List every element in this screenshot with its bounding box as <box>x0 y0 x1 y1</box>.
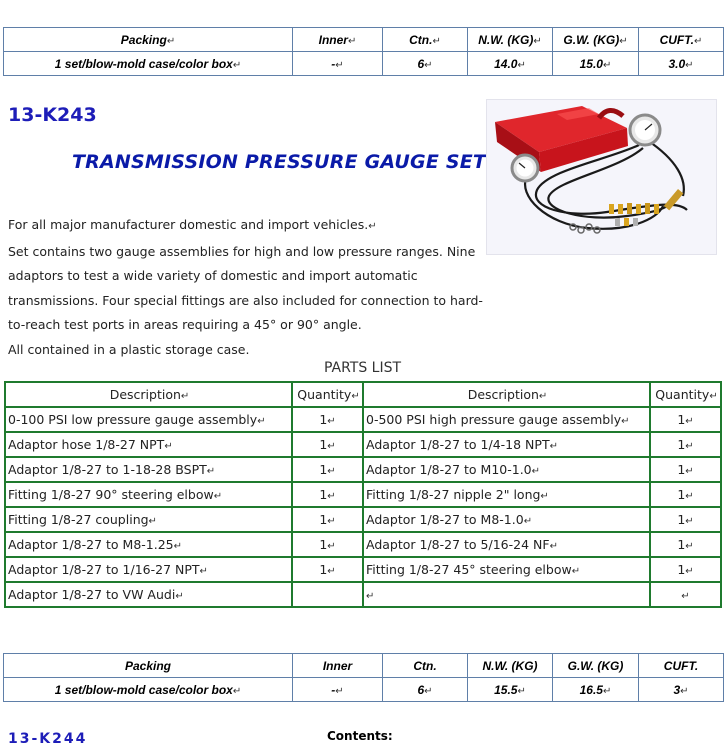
packing-value-gw: 15.0↵ <box>553 52 639 76</box>
packing-header-cuft: CUFT. <box>639 654 724 678</box>
gauge-set-illustration <box>487 100 716 254</box>
packing-value-gw: 16.5↵ <box>553 678 639 702</box>
parts-header-description: Description↵ <box>5 382 292 407</box>
parts-row <box>5 557 721 582</box>
packing-table-bottom <box>3 653 724 702</box>
parts-quantity-cell <box>292 582 363 607</box>
packing-value-nw: 15.5↵ <box>468 678 553 702</box>
packing-header-gw: G.W. (KG) <box>553 654 639 678</box>
parts-row <box>5 457 721 482</box>
description-line: adaptors to test a wide variety of domestic and import automatic <box>8 268 418 283</box>
parts-header-quantity: Quantity↵ <box>650 382 721 407</box>
description-line: to-reach test ports in areas requiring a 45° or 90° angle. <box>8 317 362 332</box>
parts-quantity-cell: 1↵ <box>650 432 721 457</box>
parts-description-cell: Adaptor hose 1/8-27 NPT↵ <box>5 432 292 457</box>
parts-row <box>5 482 721 507</box>
parts-description-cell: Adaptor 1/8-27 to M10-1.0↵ <box>363 457 650 482</box>
packing-header-packing: Packing <box>4 654 293 678</box>
parts-description-cell: Adaptor 1/8-27 to 1/16-27 NPT↵ <box>5 557 292 582</box>
packing-header-ctn: Ctn. <box>383 654 468 678</box>
parts-row <box>5 407 721 432</box>
description-line: All contained in a plastic storage case. <box>8 341 250 357</box>
next-model-number-partial: 13-K244 <box>8 731 88 747</box>
packing-table-top-value-row <box>4 52 724 76</box>
packing-table-top <box>3 27 724 76</box>
packing-header-nw: N.W. (KG) <box>468 654 553 678</box>
packing-header-packing: Packing↵ <box>4 28 293 52</box>
packing-table-bottom-header-row <box>4 654 724 678</box>
parts-quantity-cell: 1↵ <box>650 532 721 557</box>
packing-value-nw: 14.0↵ <box>468 52 553 76</box>
description-line: Set contains two gauge assemblies for high and low pressure ranges. Nine <box>8 243 476 259</box>
parts-description-cell: 0-500 PSI high pressure gauge assembly↵ <box>363 407 650 432</box>
parts-quantity-cell: 1↵ <box>650 482 721 507</box>
packing-header-ctn: Ctn.↵ <box>383 28 468 52</box>
parts-quantity-cell: 1↵ <box>650 557 721 582</box>
parts-quantity-cell: 1↵ <box>292 532 363 557</box>
parts-quantity-cell: 1↵ <box>292 557 363 582</box>
parts-description-cell: Fitting 1/8-27 90° steering elbow↵ <box>5 482 292 507</box>
parts-quantity-cell: 1↵ <box>292 482 363 507</box>
parts-description-cell: Adaptor 1/8-27 to 5/16-24 NF↵ <box>363 532 650 557</box>
high-pressure-gauge-icon <box>630 115 660 145</box>
parts-description-cell: 0-100 PSI low pressure gauge assembly↵ <box>5 407 292 432</box>
packing-value-inner: -↵ <box>293 52 383 76</box>
parts-list-table <box>4 381 722 608</box>
product-photo <box>486 99 717 255</box>
packing-table-bottom-value-row <box>4 678 724 702</box>
parts-description-cell: Fitting 1/8-27 45° steering elbow↵ <box>363 557 650 582</box>
packing-value-packing: 1 set/blow-mold case/color box↵ <box>4 52 293 76</box>
parts-quantity-cell: 1↵ <box>292 457 363 482</box>
contents-label: Contents: <box>327 729 393 743</box>
parts-header-description: Description↵ <box>363 382 650 407</box>
parts-row <box>5 582 721 607</box>
parts-quantity-cell: 1↵ <box>650 457 721 482</box>
parts-header-row <box>5 382 721 407</box>
product-description <box>8 213 493 362</box>
description-line: transmissions. Four special fittings are also included for connection to hard- <box>8 292 483 308</box>
parts-quantity-cell: ↵ <box>650 582 721 607</box>
packing-value-ctn: 6↵ <box>383 52 468 76</box>
parts-quantity-cell: 1↵ <box>292 407 363 432</box>
parts-description-cell: Adaptor 1/8-27 to M8-1.25↵ <box>5 532 292 557</box>
parts-row <box>5 432 721 457</box>
packing-header-inner: Inner <box>293 654 383 678</box>
parts-description-cell: Fitting 1/8-27 coupling↵ <box>5 507 292 532</box>
packing-table-top-header-row <box>4 28 724 52</box>
parts-header-quantity: Quantity↵ <box>292 382 363 407</box>
packing-value-ctn: 6↵ <box>383 678 468 702</box>
packing-header-nw: N.W. (KG)↵ <box>468 28 553 52</box>
parts-description-cell: Adaptor 1/8-27 to 1/4-18 NPT↵ <box>363 432 650 457</box>
parts-quantity-cell: 1↵ <box>650 507 721 532</box>
packing-header-inner: Inner↵ <box>293 28 383 52</box>
parts-quantity-cell: 1↵ <box>292 432 363 457</box>
parts-quantity-cell: 1↵ <box>292 507 363 532</box>
packing-value-cuft: 3↵ <box>639 678 724 702</box>
parts-list-title: PARTS LIST <box>323 360 402 376</box>
packing-value-packing: 1 set/blow-mold case/color box↵ <box>4 678 293 702</box>
packing-value-inner: -↵ <box>293 678 383 702</box>
parts-row <box>5 532 721 557</box>
parts-description-cell: Adaptor 1/8-27 to 1-18-28 BSPT↵ <box>5 457 292 482</box>
parts-description-cell: ↵ <box>363 582 650 607</box>
parts-description-cell: Adaptor 1/8-27 to M8-1.0↵ <box>363 507 650 532</box>
packing-header-gw: G.W. (KG)↵ <box>553 28 639 52</box>
parts-quantity-cell: 1↵ <box>650 407 721 432</box>
product-model-number: 13-K243 <box>8 104 97 126</box>
low-pressure-gauge-icon <box>512 155 538 181</box>
parts-description-cell: Adaptor 1/8-27 to VW Audi↵ <box>5 582 292 607</box>
description-line: For all major manufacturer domestic and import vehicles.↵ <box>8 217 377 232</box>
parts-description-cell: Fitting 1/8-27 nipple 2" long↵ <box>363 482 650 507</box>
parts-row <box>5 507 721 532</box>
packing-value-cuft: 3.0↵ <box>639 52 724 76</box>
product-title: TRANSMISSION PRESSURE GAUGE SET <box>72 151 487 173</box>
packing-header-cuft: CUFT.↵ <box>639 28 724 52</box>
